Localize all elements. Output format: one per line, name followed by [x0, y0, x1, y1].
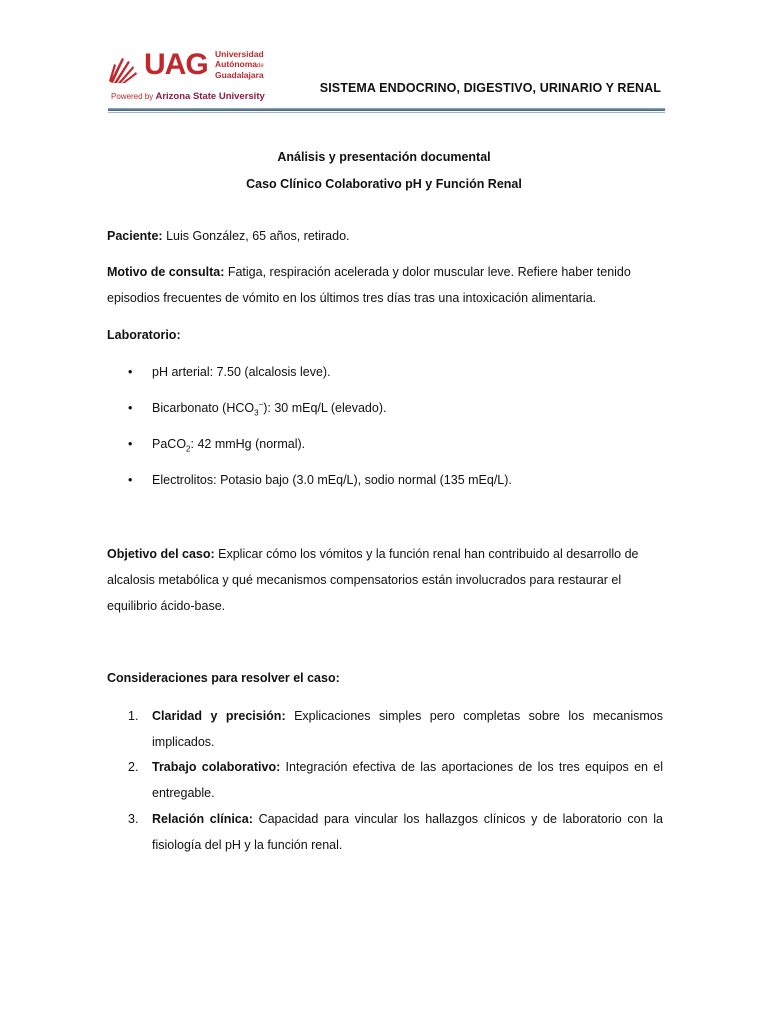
item-label: Relación clínica:: [152, 812, 253, 826]
lab-subscript: 2: [186, 444, 191, 454]
lab-superscript: −: [258, 399, 264, 409]
item-text: [152, 754, 663, 806]
item-description: Explicaciones simples pero completas sobre los mecanismos implicados.: [152, 709, 663, 749]
header-divider: [108, 108, 665, 111]
objective-value: Explicar cómo los vómitos y la función renal han contribuido al desarrollo de alcalosis metabólica y qué mecanismos compensatorios están involucrados para restaurar el equilibrio ácido-base.: [107, 547, 639, 613]
reason-value: Fatiga, respiración acelerada y dolor muscular leve. Refiere haber tenido episodios frecuentes de vómito en los últimos tres días tras una intoxicación alimentaria.: [107, 265, 631, 305]
lab-item-text: [152, 434, 305, 454]
header-divider-thin: [108, 112, 665, 113]
item-description: Capacidad para vincular los hallazgos clínicos y de laboratorio con la fisiología del pH y la función renal.: [152, 812, 663, 852]
logo-university-name: [215, 50, 264, 81]
document-title: Análisis y presentación documental: [277, 150, 491, 164]
patient-line: [107, 223, 663, 249]
lab-item-text: [152, 398, 386, 418]
item-label: Trabajo colaborativo:: [152, 760, 281, 774]
logo-powered-by: [111, 91, 265, 102]
bullet-icon: •: [128, 473, 133, 487]
item-number: 2.: [128, 760, 139, 774]
patient-value: Luis González, 65 años, retirado.: [162, 229, 350, 243]
lab-text-pre: PaCO: [152, 437, 187, 451]
reason-paragraph: [107, 259, 663, 311]
reason-label: Motivo de consulta:: [107, 265, 225, 279]
sunburst-logo-icon: [108, 50, 144, 84]
logo-line-2-suffix: de: [257, 62, 264, 69]
lab-heading: [107, 322, 663, 348]
logo-acronym: UAG: [144, 48, 208, 81]
powered-by-label: Powered by: [111, 92, 154, 101]
item-number: 1.: [128, 709, 139, 723]
item-description: Integración efectiva de las aportaciones de los tres equipos en el entregable.: [152, 760, 663, 800]
lab-text-post: : 42 mmHg (normal).: [190, 437, 306, 451]
objective-paragraph: [107, 541, 663, 619]
lab-label: Laboratorio:: [107, 328, 181, 342]
lab-text-pre: Bicarbonato (HCO: [152, 401, 255, 415]
logo-line-2-text: Autónoma: [215, 58, 258, 69]
lab-text-post: ): 30 mEq/L (elevado).: [263, 401, 387, 415]
bullet-icon: •: [128, 401, 133, 415]
considerations-label: Consideraciones para resolver el caso:: [107, 671, 340, 685]
item-text: [152, 806, 663, 858]
logo-line-3: Guadalajara: [215, 70, 264, 80]
lab-item-text: Electrolitos: Potasio bajo (3.0 mEq/L), sodio normal (135 mEq/L).: [152, 473, 512, 487]
lab-item-text: pH arterial: 7.50 (alcalosis leve).: [152, 365, 331, 379]
logo-line-1: Universidad: [215, 49, 264, 59]
item-number: 3.: [128, 812, 139, 826]
bullet-icon: •: [128, 437, 133, 451]
patient-label: Paciente:: [107, 229, 163, 243]
item-label: Claridad y precisión:: [152, 709, 286, 723]
lab-subscript: 3: [254, 408, 259, 418]
uag-logo: [108, 46, 278, 106]
document-subtitle: Caso Clínico Colaborativo pH y Función Renal: [246, 177, 522, 191]
partner-name: Arizona State University: [155, 91, 265, 102]
objective-label: Objetivo del caso:: [107, 547, 215, 561]
item-text: [152, 703, 663, 755]
considerations-heading: [107, 665, 663, 691]
bullet-icon: •: [128, 365, 133, 379]
section-title: SISTEMA ENDOCRINO, DIGESTIVO, URINARIO Y RENAL: [319, 81, 661, 95]
